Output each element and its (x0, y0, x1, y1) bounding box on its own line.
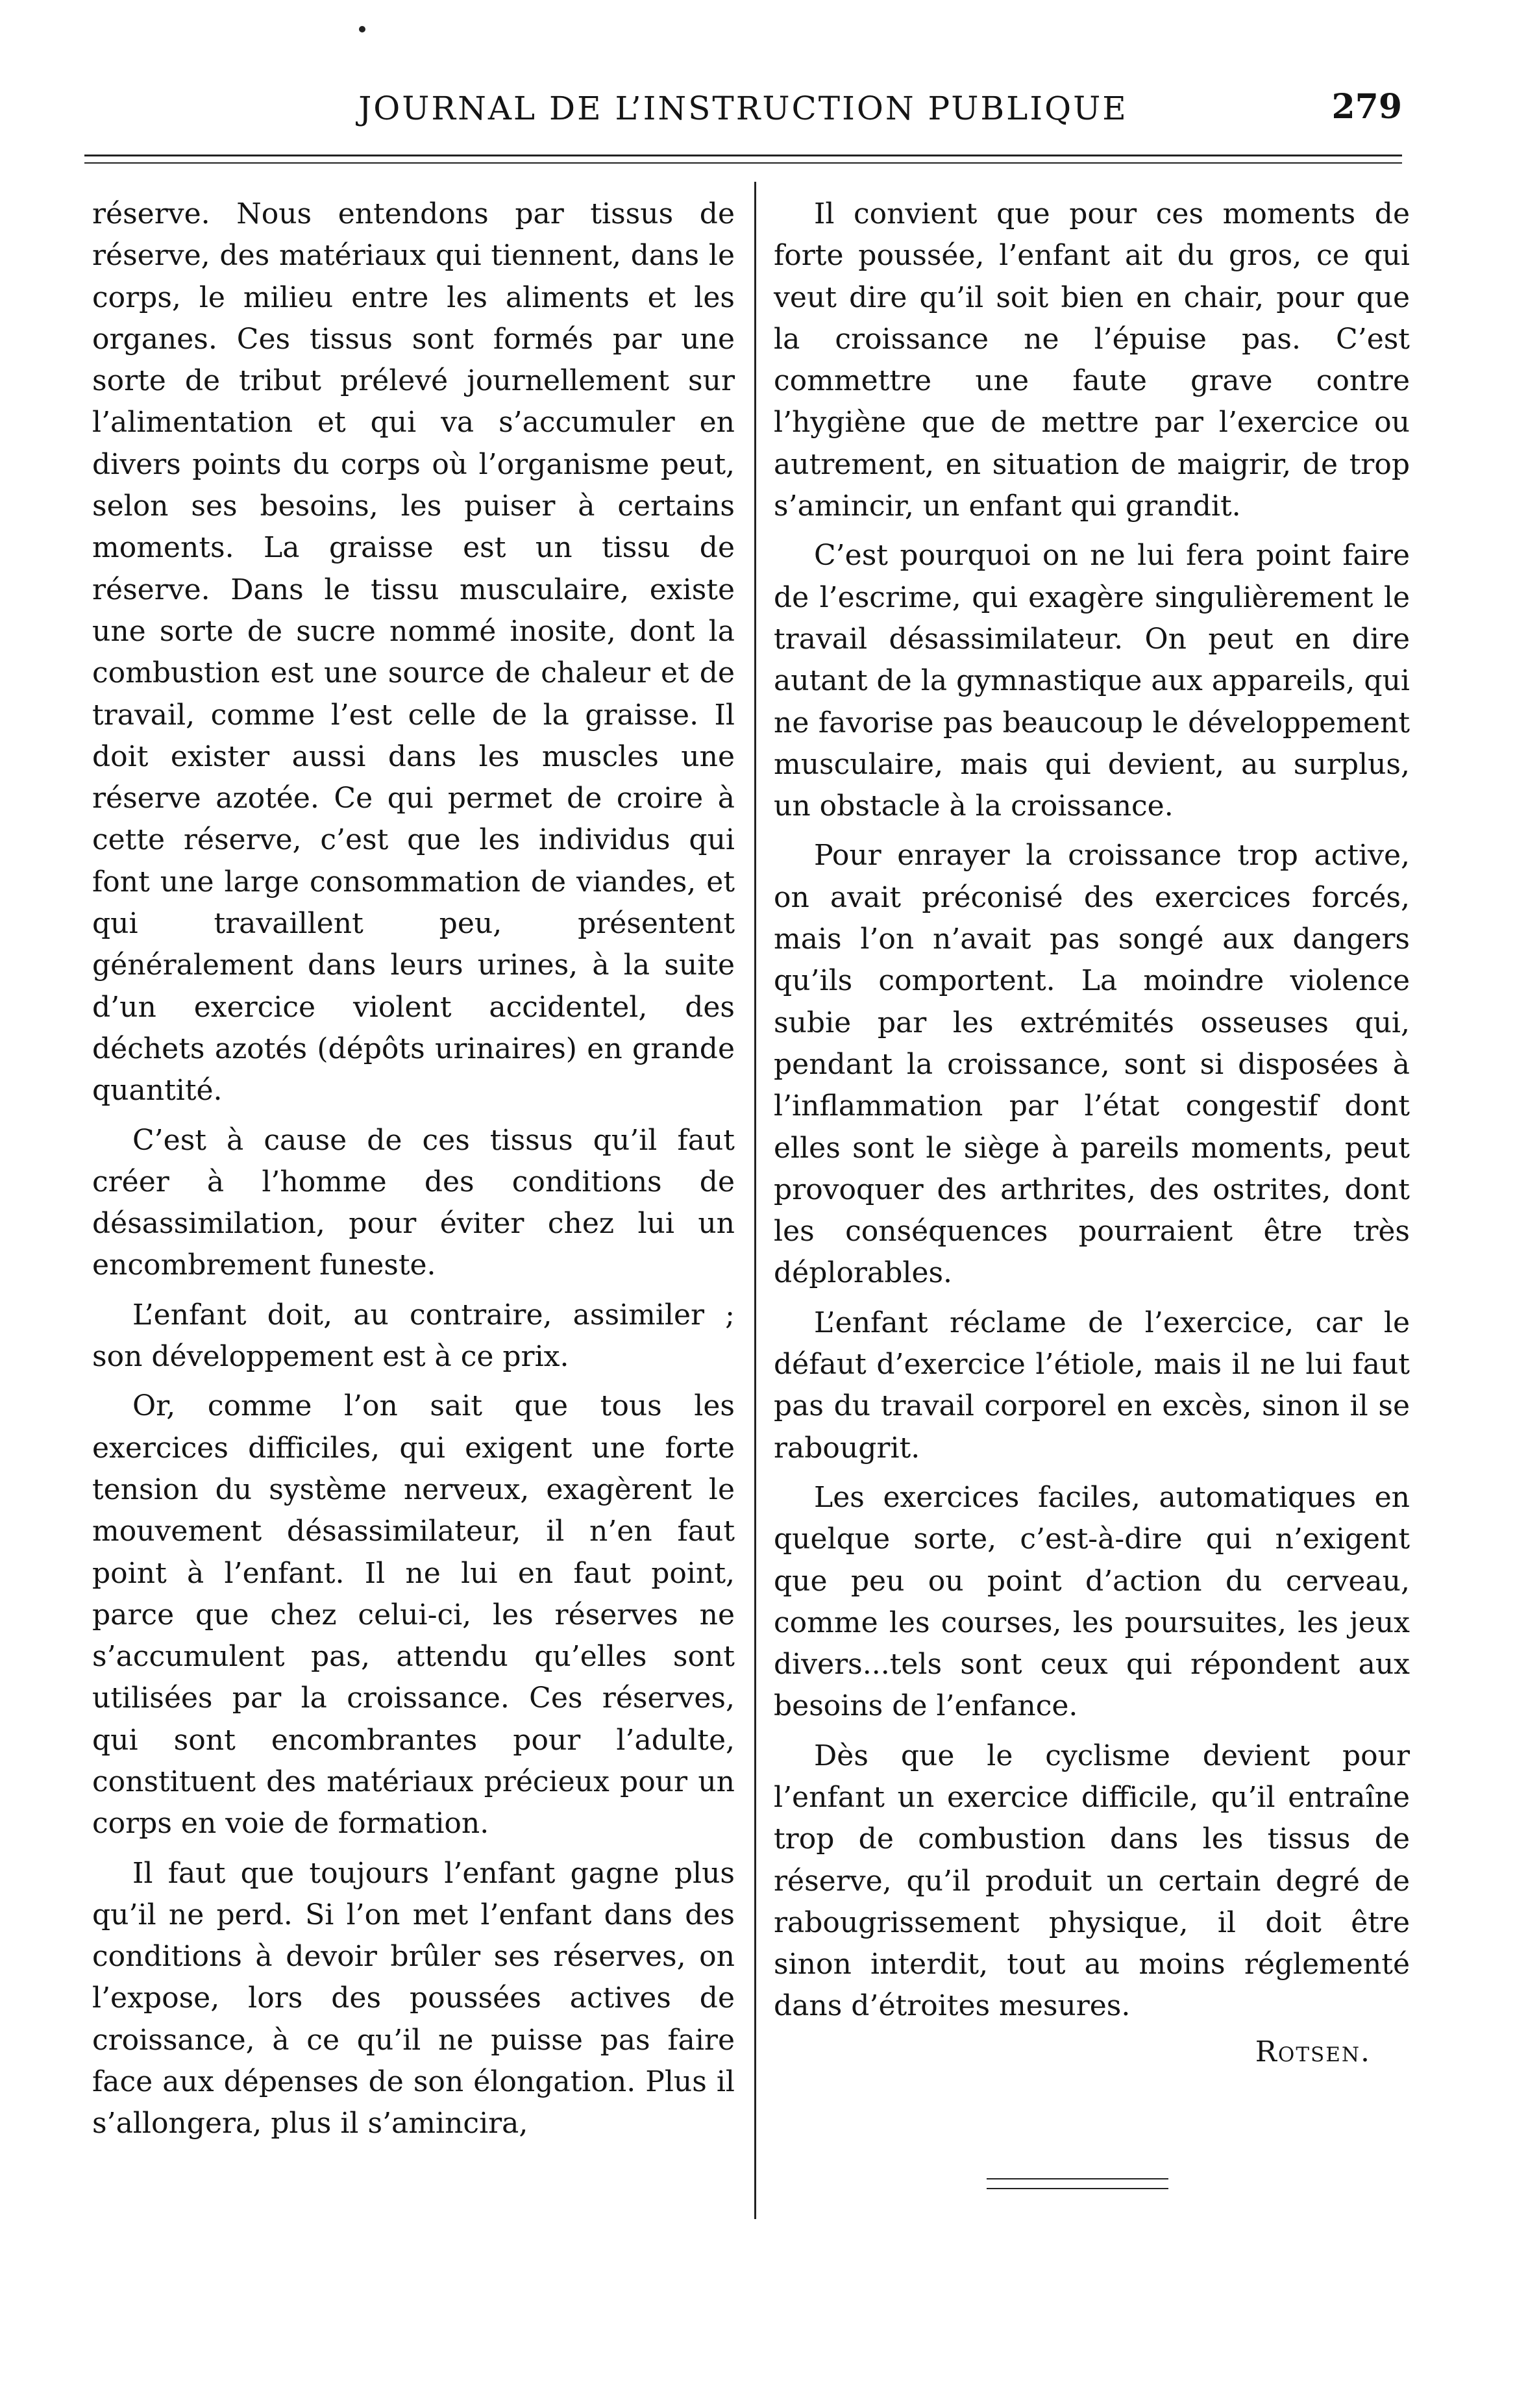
end-rule (987, 2178, 1168, 2179)
paragraph: Pour enrayer la croissance trop active, on avait préconisé des exercices forcés, mais l’on n’avait pas songé aux dangers qu’ils comportent. La moindre violence subie par les extrémités osseuses qui, pendant la croissance, sont si disposées à l’inflammation par l’état congestif dont elles sont le siège à pareils moments, peut provoquer des arthrites, des ostrites, dont les conséquences pourraient être très déplorables. (774, 839, 1410, 1290)
running-header (84, 84, 1402, 136)
paragraph: C’est pourquoi on ne lui fera point faire de l’escrime, qui exagère singulièrement le travail désassimilateur. On peut en dire autant de la gymnastique aux appareils, qui ne favorise pas beaucoup le développement musculaire, mais qui devient, au surplus, un obstacle à la croissance. (774, 539, 1410, 823)
right-column (774, 193, 1410, 2073)
column-divider (754, 182, 756, 2219)
paragraph: L’enfant réclame de l’exercice, car le défaut d’exercice l’étiole, mais il ne lui faut pas du travail corporel en excès, sinon il se rabougrit. (774, 1306, 1410, 1465)
paragraph: L’enfant doit, au contraire, assimiler ; son développement est à ce prix. (92, 1298, 735, 1374)
end-rule-secondary (987, 2188, 1168, 2189)
paragraph: Or, comme l’on sait que tous les exercices difficiles, qui exigent une forte tension du système nerveux, exagèrent le mouvement désassimilateur, il n’en faut point à l’enfant. Il ne lui en faut point, parce que chez celui-ci, les réserves ne s’accumulent pas, attendu qu’elles sont utilisées par la croissance. Ces réserves, qui sont encombrantes pour l’adulte, constituent des matériaux précieux pour un corps en voie de formation. (92, 1389, 735, 1841)
paragraph: Il faut que toujours l’enfant gagne plus qu’il ne perd. Si l’on met l’enfant dans des conditions à devoir brûler ses réserves, on l’expose, lors des poussées actives de croissance, à ce qu’il ne puisse pas faire face aux dépenses de son élongation. Plus il s’allongera, plus il s’amincira, (92, 1856, 735, 2141)
paragraph: Dès que le cyclisme devient pour l’enfant un exercice difficile, qu’il entraîne trop de combustion dans les tissus de réserve, qu’il produit un certain degré de rabougrissement physique, il doit être sinon interdit, tout au moins réglementé dans d’étroites mesures. (774, 1739, 1410, 2023)
paragraph: C’est à cause de ces tissus qu’il faut créer à l’homme des conditions de désassimilation, pour éviter chez lui un encombrement funeste. (92, 1123, 735, 1282)
journal-title: JOURNAL DE L’INSTRUCTION PUBLIQUE (358, 90, 1128, 127)
header-rule-secondary (84, 162, 1402, 164)
author-signature: Rotsen. (1255, 2035, 1371, 2068)
paragraph: Les exercices faciles, automatiques en quelque sorte, c’est-à-dire qui n’exigent que peu ou point d’action du cerveau, comme les courses, les poursuites, les jeux divers...tels sont ceux qui répondent aux besoins de l’enfance. (774, 1480, 1410, 1723)
paragraph: Il convient que pour ces moments de forte poussée, l’enfant ait du gros, ce qui veut dire qu’il soit bien en chair, pour que la croissance ne l’épuise pas. C’est commettre une faute grave contre l’hygiène que de mettre par l’exercice ou autrement, en situation de maigrir, de trop s’amincir, un enfant qui grandit. (774, 197, 1410, 523)
header-rule (84, 155, 1402, 156)
paragraph: réserve. Nous entendons par tissus de réserve, des matériaux qui tiennent, dans le corps, le milieu entre les aliments et les organes. Ces tissus sont formés par une sorte de tribut prélevé journellement sur l’alimentation et qui va s’accumuler en divers points du corps où l’organisme peut, selon ses besoins, les puiser à certains moments. La graisse est un tissu de réserve. Dans le tissu musculaire, existe une sorte de sucre nommé inosite, dont la combustion est une source de chaleur et de travail, comme l’est celle de la graisse. Il doit exister aussi dans les muscles une réserve azotée. Ce qui permet de croire à cette réserve, c’est que les individus qui font une large consommation de viandes, et qui travaillent peu, présentent généralement dans leurs urines, à la suite d’un exercice violent accidentel, des déchets azotés (dépôts urinaires) en grande quantité. (92, 197, 735, 1108)
page-number: 279 (1331, 87, 1402, 127)
ink-dot (359, 26, 365, 32)
left-column (92, 193, 735, 2145)
